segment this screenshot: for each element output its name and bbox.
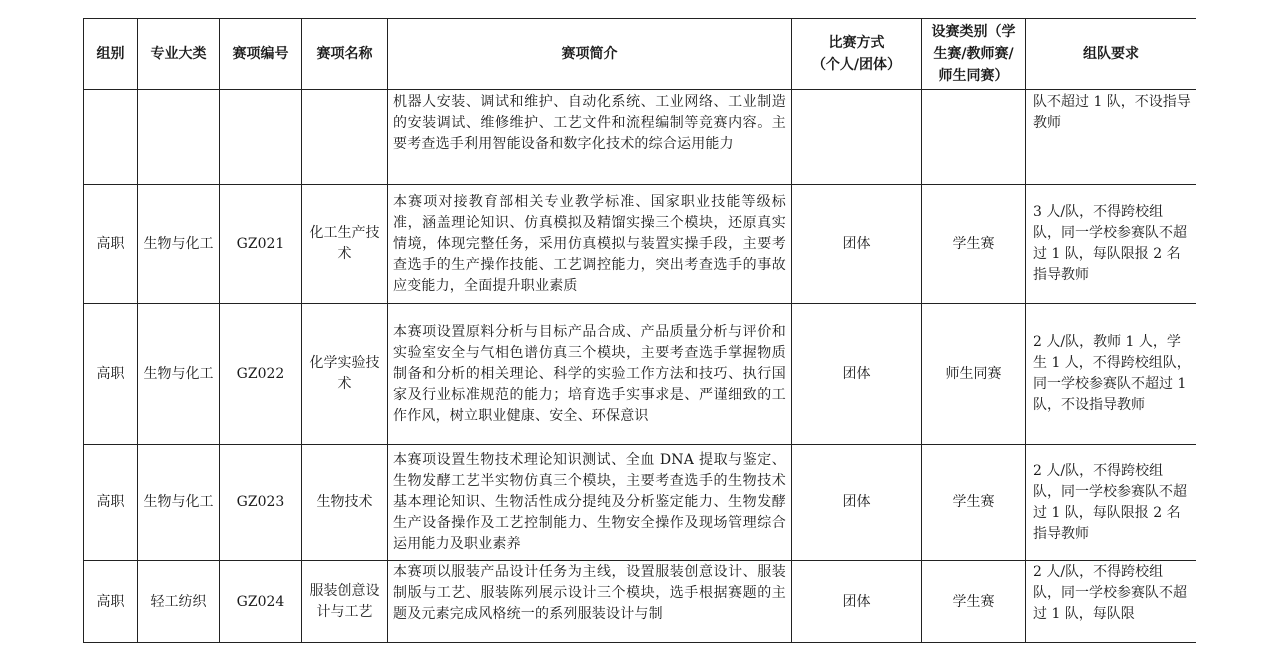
cell-name: 服装创意设计与工艺 [302, 561, 388, 643]
cell-category [138, 90, 220, 185]
cell-category: 生物与化工 [138, 185, 220, 304]
cell-name: 化学实验技术 [302, 304, 388, 445]
header-type: 设赛类别（学生赛/教师赛/师生同赛） [922, 19, 1026, 90]
cell-category: 轻工纺织 [138, 561, 220, 643]
cell-type: 师生同赛 [922, 304, 1026, 445]
cell-mode: 团体 [792, 185, 922, 304]
cell-name: 生物技术 [302, 445, 388, 561]
cell-mode [792, 90, 922, 185]
cell-type: 学生赛 [922, 185, 1026, 304]
table-row [84, 185, 1197, 304]
cell-mode: 团体 [792, 304, 922, 445]
cell-requirement: 队不超过 1 队，不设指导教师 [1026, 90, 1197, 185]
header-category: 专业大类 [138, 19, 220, 90]
cell-code: GZ024 [220, 561, 302, 643]
table-row [84, 304, 1197, 445]
cell-requirement: 3 人/队，不得跨校组队，同一学校参赛队不超过 1 队，每队限报 2 名指导教师 [1026, 185, 1197, 304]
header-requirement: 组队要求 [1026, 19, 1197, 90]
competition-table-page [83, 18, 1196, 658]
header-name: 赛项名称 [302, 19, 388, 90]
cell-description: 本赛项设置生物技术理论知识测试、全血 DNA 提取与鉴定、生物发酵工艺半实物仿真三个模块，主要考查选手的生物技术基本理论知识、生物活性成分提纯及分析鉴定能力、生物发酵生产设备操作及工艺控制能力、生物安全操作及现场管理综合运用能力及职业素养 [388, 445, 792, 561]
table-row [84, 90, 1197, 185]
cell-group: 高职 [84, 185, 138, 304]
table-row [84, 561, 1197, 643]
header-description: 赛项简介 [388, 19, 792, 90]
cell-description: 本赛项对接教育部相关专业教学标准、国家职业技能等级标准，涵盖理论知识、仿真模拟及精馏实操三个模块，还原真实情境，体现完整任务，采用仿真模拟与装置实操手段，主要考查选手的生产操作技能、工艺调控能力，突出考查选手的事故应变能力，全面提升职业素质 [388, 185, 792, 304]
header-code: 赛项编号 [220, 19, 302, 90]
cell-description: 本赛项设置原料分析与目标产品合成、产品质量分析与评价和实验室安全与气相色谱仿真三个模块，主要考查选手掌握物质制备和分析的相关理论、科学的实验工作方法和技巧、执行国家及行业标准规范的能力；培育选手实事求是、严谨细致的工作作风，树立职业健康、安全、环保意识 [388, 304, 792, 445]
table-header-row [84, 19, 1197, 90]
cell-mode: 团体 [792, 445, 922, 561]
cell-code: GZ023 [220, 445, 302, 561]
cell-type [922, 90, 1026, 185]
cell-group: 高职 [84, 304, 138, 445]
cell-requirement: 2 人/队，不得跨校组队，同一学校参赛队不超过 1 队，每队限报 2 名指导教师 [1026, 445, 1197, 561]
cell-description: 机器人安装、调试和维护、自动化系统、工业网络、工业制造的安装调试、维修维护、工艺文件和流程编制等竞赛内容。主要考查选手利用智能设备和数字化技术的综合运用能力 [388, 90, 792, 185]
cell-code: GZ022 [220, 304, 302, 445]
cell-group [84, 90, 138, 185]
cell-type: 学生赛 [922, 445, 1026, 561]
header-group: 组别 [84, 19, 138, 90]
cell-group: 高职 [84, 445, 138, 561]
cell-group: 高职 [84, 561, 138, 643]
table-row [84, 445, 1197, 561]
header-mode: 比赛方式 （个人/团体） [792, 19, 922, 90]
cell-description: 本赛项以服装产品设计任务为主线，设置服装创意设计、服装制版与工艺、服装陈列展示设计三个模块，选手根据赛题的主题及元素完成风格统一的系列服装设计与制 [388, 561, 792, 643]
cell-code: GZ021 [220, 185, 302, 304]
cell-mode: 团体 [792, 561, 922, 643]
cell-requirement: 2 人/队，不得跨校组队，同一学校参赛队不超过 1 队，每队限 [1026, 561, 1197, 643]
cell-category: 生物与化工 [138, 445, 220, 561]
cell-name [302, 90, 388, 185]
cell-type: 学生赛 [922, 561, 1026, 643]
cell-name: 化工生产技术 [302, 185, 388, 304]
cell-code [220, 90, 302, 185]
competition-table [83, 18, 1196, 643]
cell-requirement: 2 人/队，教师 1 人，学生 1 人，不得跨校组队，同一学校参赛队不超过 1 队，不设指导教师 [1026, 304, 1197, 445]
cell-category: 生物与化工 [138, 304, 220, 445]
